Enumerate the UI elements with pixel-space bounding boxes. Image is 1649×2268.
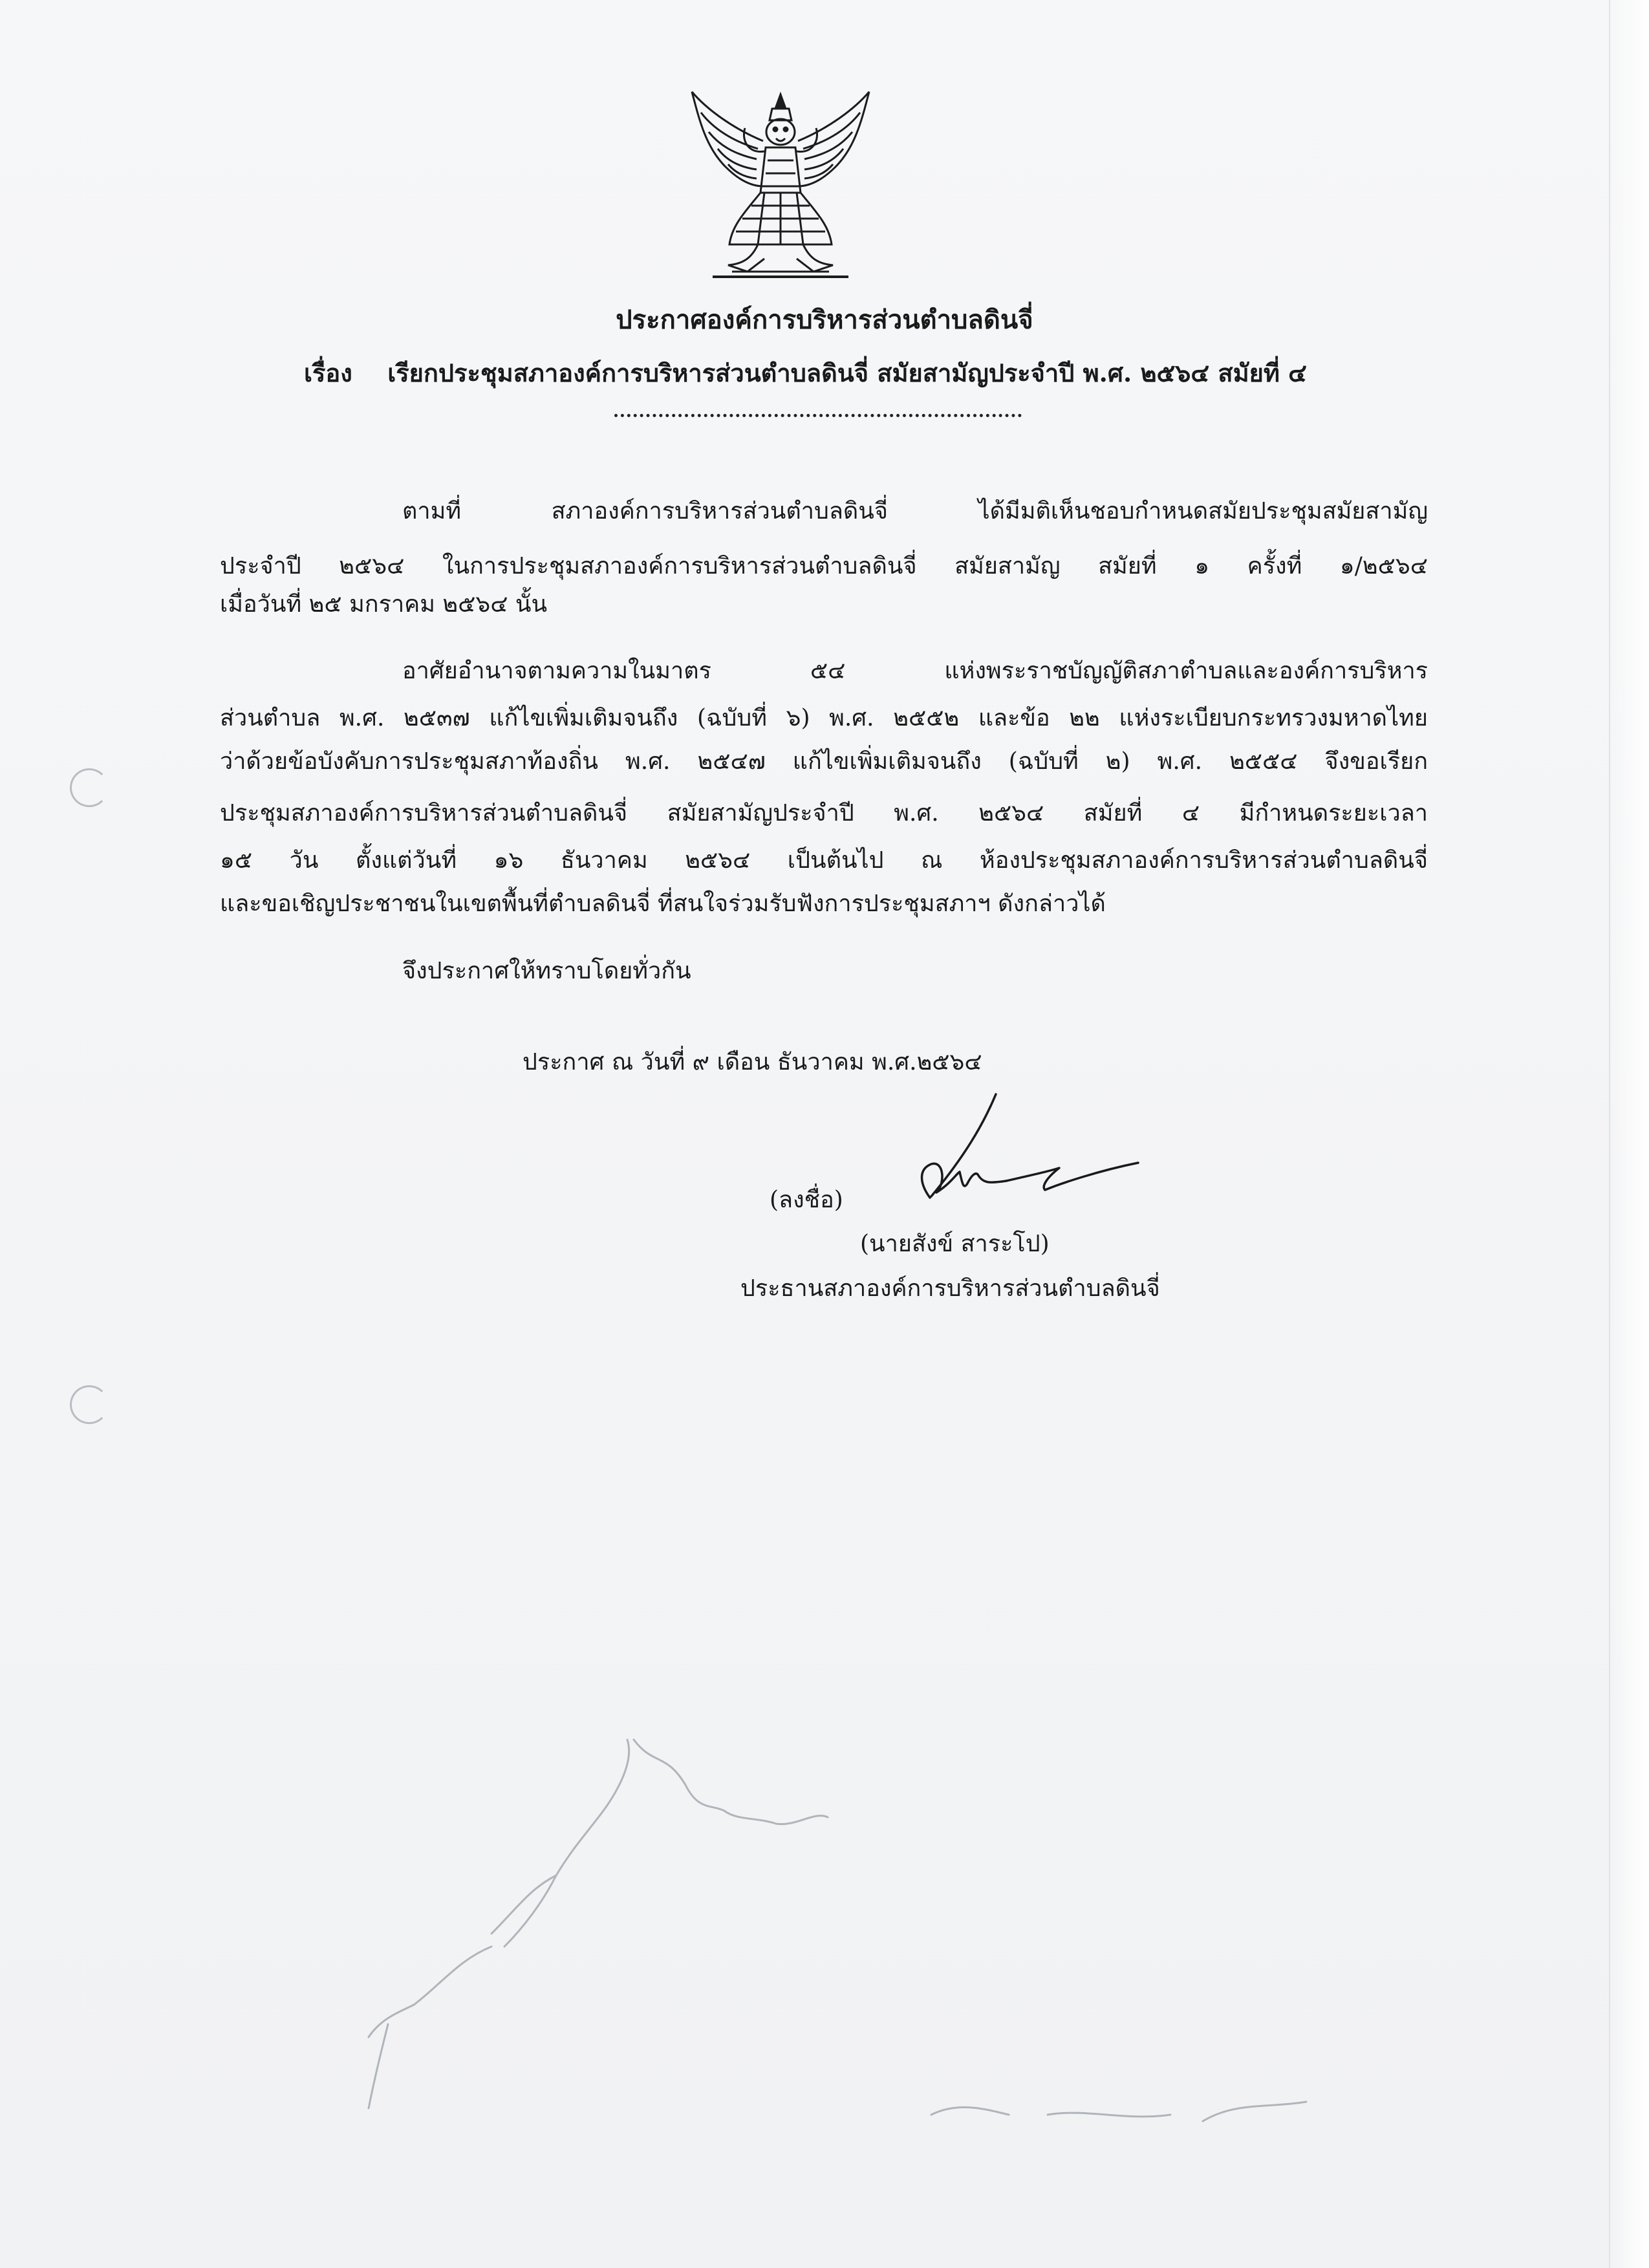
paragraph-1-line-2: ประจำปี ๒๕๖๔ ในการประชุมสภาองค์การบริหารส่วนตำบลดินจี่ สมัยสามัญ สมัยที่ ๑ ครั้งที่ ๑/๒๕๖๔ bbox=[220, 553, 1428, 579]
signer-name: (นายสังข์ สาระโป) bbox=[860, 1231, 1050, 1257]
announcement-title: ประกาศองค์การบริหารส่วนตำบลดินจี่ bbox=[616, 305, 1033, 335]
paragraph-2-line-1: อาศัยอำนาจตามความในมาตร ๕๔ แห่งพระราชบัญญัติสภาตำบลและองค์การบริหาร bbox=[402, 658, 1428, 684]
paragraph-1-line-1: ตามที่ สภาองค์การบริหารส่วนตำบลดินจี่ ได้มีมติเห็นชอบกำหนดสมัยประชุมสมัยสามัญ bbox=[402, 498, 1428, 524]
closing-line: จึงประกาศให้ทราบโดยทั่วกัน bbox=[402, 958, 691, 984]
paragraph-2-line-4: ประชุมสภาองค์การบริหารส่วนตำบลดินจี่ สมัยสามัญประจำปี พ.ศ. ๒๕๖๔ สมัยที่ ๔ มีกำหนดระยะเวลา bbox=[220, 800, 1428, 826]
garuda-emblem-icon bbox=[687, 89, 874, 283]
punch-hole-bottom bbox=[70, 1385, 109, 1424]
sign-label: (ลงชื่อ) bbox=[770, 1187, 843, 1213]
date-line: ประกาศ ณ วันที่ ๙ เดือน ธันวาคม พ.ศ.๒๕๖๔ bbox=[523, 1049, 982, 1075]
paragraph-2-line-5: ๑๕ วัน ตั้งแต่วันที่ ๑๖ ธันวาคม ๒๕๖๔ เป็นต้นไป ณ ห้องประชุมสภาองค์การบริหารส่วนตำบลดินจี่ bbox=[220, 847, 1428, 874]
subject-line bbox=[304, 358, 1307, 387]
paragraph-2-line-6: และขอเชิญประชาชนในเขตพื้นที่ตำบลดินจี่ ที่สนใจร่วมรับฟังการประชุมสภาฯ ดังกล่าวได้ bbox=[220, 891, 1106, 917]
paper-stain bbox=[362, 1714, 1332, 2128]
separator bbox=[614, 407, 1022, 417]
punch-hole-top bbox=[70, 768, 109, 807]
subject-text: เรียกประชุมสภาองค์การบริหารส่วนตำบลดินจี่ สมัยสามัญประจำปี พ.ศ. ๒๕๖๔ สมัยที่ ๔ bbox=[387, 358, 1307, 387]
handwritten-signature bbox=[854, 1086, 1145, 1229]
paragraph-2-line-3: ว่าด้วยข้อบังคับการประชุมสภาท้องถิ่น พ.ศ. ๒๕๔๗ แก้ไขเพิ่มเติมจนถึง (ฉบับที่ ๒) พ.ศ. ๒๕๕๔ จึงขอเรียก bbox=[220, 748, 1428, 775]
signer-position: ประธานสภาองค์การบริหารส่วนตำบลดินจี่ bbox=[740, 1275, 1160, 1302]
subject-label: เรื่อง bbox=[304, 358, 352, 387]
paragraph-1-line-3: เมื่อวันที่ ๒๕ มกราคม ๒๕๖๔ นั้น bbox=[220, 591, 548, 618]
page-edge bbox=[1609, 0, 1649, 2268]
paragraph-2-line-2: ส่วนตำบล พ.ศ. ๒๕๓๗ แก้ไขเพิ่มเติมจนถึง (ฉบับที่ ๖) พ.ศ. ๒๕๕๒ และข้อ ๒๒ แห่งระเบียบกระทรวงมหาดไทย bbox=[220, 705, 1428, 731]
